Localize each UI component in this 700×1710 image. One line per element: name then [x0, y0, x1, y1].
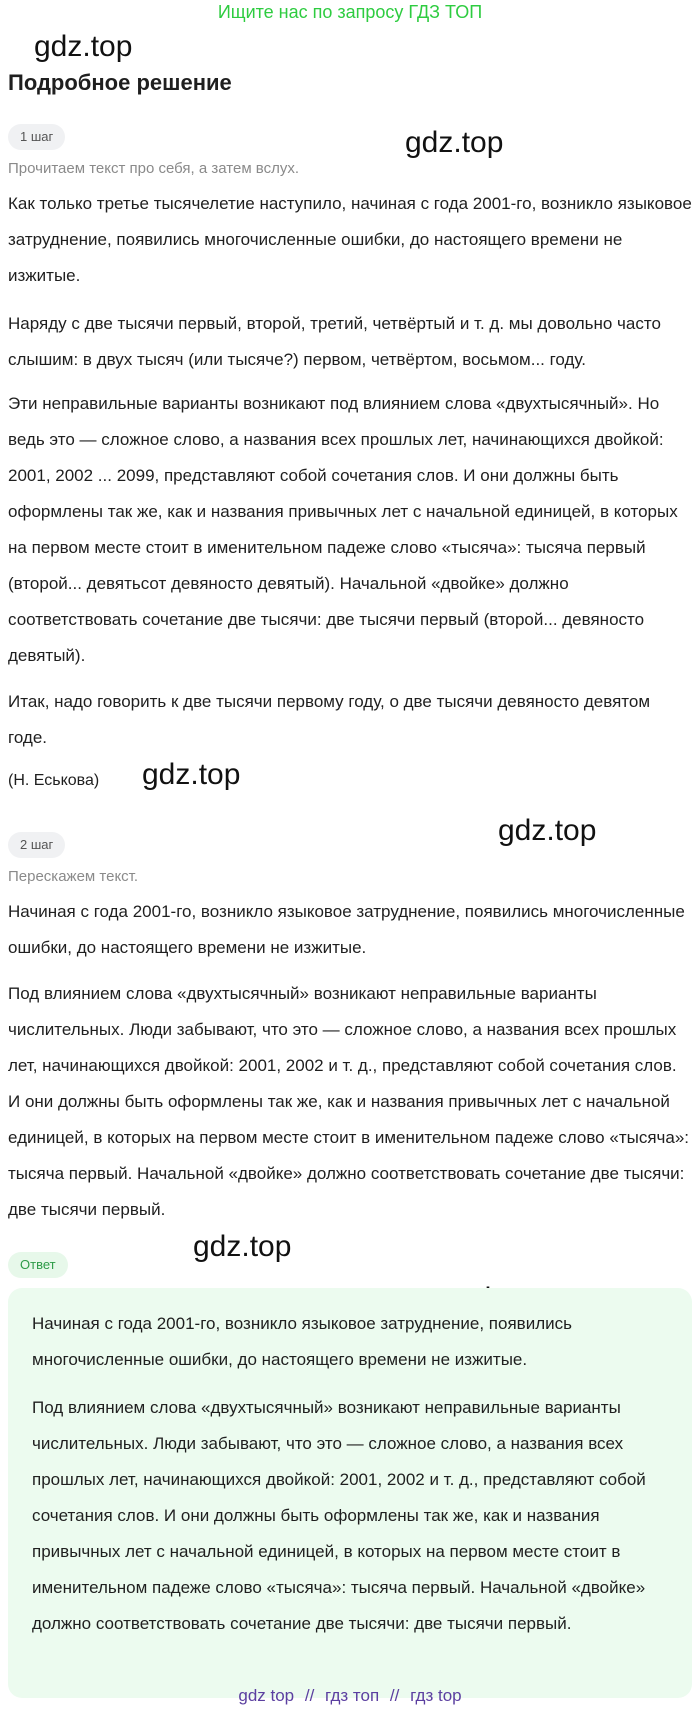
step-2-paragraph-1: Начиная с года 2001-го, возникло языковое затруднение, появились многочисленные ошибки, до настоящего времени не изжитые. [8, 902, 685, 957]
footer-separator: // [389, 1686, 400, 1705]
footer-separator: // [304, 1686, 315, 1705]
watermark: gdz.top [405, 126, 504, 159]
answer-box [8, 1288, 692, 1698]
answer-badge: Ответ [8, 1252, 68, 1278]
step-1-hint: Прочитаем текст про себя, а затем вслух. [8, 160, 300, 177]
footer-link-gdz-top-mixed[interactable]: гдз top [410, 1686, 462, 1705]
answer-paragraph-2: Под влиянием слова «двухтысячный» возникают неправильные варианты числительных. Люди забывают, что это — сложное слово, а названия всех прошлых лет, начинающихся двойкой: 2001, 2002 и т. д., представляют собой сочетания слов. И они должны быть оформлены так же, как и названия привычных лет с начальной единицей, в которых на первом месте стоит в именительном падеже слово «тысяча»: тысяча первый. Начальной «двойке» должно соответствовать сочетание две тысячи: две тысячи первый. [32, 1398, 646, 1633]
step-2-badge: 2 шаг [8, 832, 65, 858]
footer-link-gdz-top[interactable]: gdz top [238, 1686, 295, 1705]
answer-paragraph-1: Начиная с года 2001-го, возникло языковое затруднение, появились многочисленные ошибки, до настоящего времени не изжитые. [32, 1314, 572, 1369]
step-1-paragraph-4: Итак, надо говорить к две тысячи первому году, о две тысячи девяносто девятом годе. [8, 692, 651, 747]
watermark: gdz.top [193, 1230, 292, 1263]
watermark: gdz.top [34, 30, 133, 63]
author: (Н. Еськова) [8, 772, 100, 789]
footer-links [0, 1684, 700, 1708]
step-1-paragraph-1: Как только третье тысячелетие наступило, начиная с года 2001-го, возникло языковое затруднение, появились многочисленные ошибки, до настоящего времени не изжитые. [8, 194, 692, 285]
watermark: gdz.top [498, 814, 597, 847]
top-banner: Ищите нас по запросу ГДЗ ТОП [217, 2, 483, 22]
step-2-paragraph-2: Под влиянием слова «двухтысячный» возникают неправильные варианты числительных. Люди забывают, что это — сложное слово, а названия всех прошлых лет, начинающихся двойкой: 2001, 2002 и т. д., представляют собой сочетания слов. И они должны быть оформлены так же, как и названия привычных лет с начальной единицей, в которых на первом месте стоит в именительном падеже слово «тысяча»: тысяча первый. Начальной «двойке» должно соответствовать сочетание две тысячи: две тысячи первый. [8, 984, 690, 1219]
step-1-paragraph-3: Эти неправильные варианты возникают под влиянием слова «двухтысячный». Но ведь это — сложное слово, а названия всех прошлых лет, начинающихся двойкой: 2001, 2002 ... 2099, представляют собой сочетания слов. И они должны быть оформлены так же, как и названия привычных лет с начальной единицей, в которых на первом месте стоит в именительном падеже слово «тысяча»: тысяча первый (второй... девятьсот девяносто девятый). Начальной «двойке» должно соответствовать сочетание две тысячи: две тысячи первый (второй... девяносто девятый). [8, 394, 678, 665]
step-1-badge: 1 шаг [8, 124, 65, 150]
step-1-paragraph-2: Наряду с две тысячи первый, второй, третий, четвёртый и т. д. мы довольно часто слышим: в двух тысяч (или тысяче?) первом, четвёртом, восьмом... году. [8, 314, 661, 369]
watermark: gdz.top [142, 758, 241, 791]
step-2-hint: Перескажем текст. [8, 868, 139, 885]
footer-link-gdz-top-ru[interactable]: гдз топ [325, 1686, 380, 1705]
page-title: Подробное решение [8, 70, 232, 95]
